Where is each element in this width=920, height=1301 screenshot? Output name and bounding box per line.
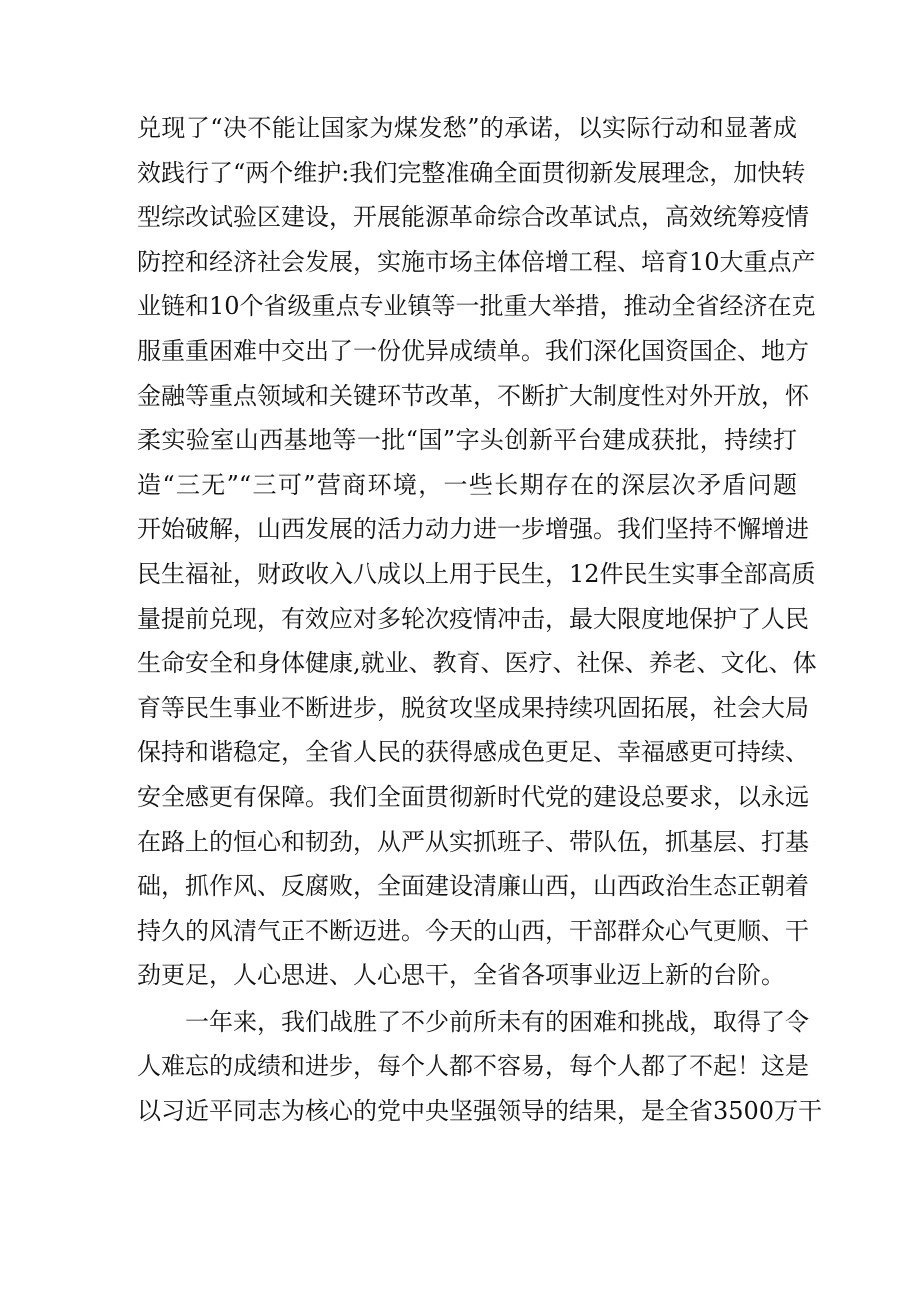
text-line: 金融等重点领域和关键环节改革，不断扩大制度性对外开放，怀	[137, 381, 809, 410]
text-line: 础，抓作风、反腐败，全面建设清廉山西，山西政治生态正朝着	[137, 872, 809, 901]
text-line: 柔实验室山西基地等一批“国”字头创新平台建成获批，持续打	[137, 426, 797, 455]
text-line: 业链和10个省级重点专业镇等一批重大举措，推动全省经济在克	[137, 292, 816, 321]
text-line: 民生福祉，财政收入八成以上用于民生，12件民生实事全部高质	[137, 559, 816, 588]
text-line: 育等民生事业不断进步，脱贫攻坚成果持续巩固拓展，社会大局	[137, 693, 809, 722]
text-line: 造“三无”“三可”营商环境，一些长期存在的深层次矛盾问题	[137, 470, 797, 499]
text-line: 保持和谐稳定，全省人民的获得感成色更足、幸福感更可持续、	[137, 738, 809, 767]
text-line: 型综改试验区建设，开展能源革命综合改革试点，高效统筹疫情	[137, 203, 809, 232]
text-line: 量提前兑现，有效应对多轮次疫情冲击，最大限度地保护了人民	[137, 604, 809, 633]
text-line: 以习近平同志为核心的党中央坚强领导的结果，是全省3500万干	[137, 1097, 823, 1126]
text-line: 持久的风清气正不断迈进。今天的山西，干部群众心气更顺、干	[137, 916, 809, 945]
text-line: 服重重困难中交出了一份优异成绩单。我们深化国资国企、地方	[137, 336, 809, 365]
text-line: 防控和经济社会发展，实施市场主体倍增工程、培育10大重点产	[137, 247, 816, 276]
text-line: 一年来，我们战胜了不少前所未有的困难和挑战，取得了令	[185, 1007, 809, 1036]
body-text	[137, 106, 823, 1134]
text-line: 在路上的恒心和韧劲，从严从实抓班子、带队伍，抓基层、打基	[137, 827, 809, 856]
text-line: 兑现了“决不能让国家为煤发愁”的承诺，以实际行动和显著成	[137, 114, 797, 142]
text-line: 劲更足，人心思进、人心思干，全省各项事业迈上新的台阶。	[137, 961, 785, 990]
text-line: 效践行了“两个维护:我们完整准确全面贯彻新发展理念，加快转	[137, 158, 806, 187]
text-line: 开始破解，山西发展的活力动力进一步增强。我们坚持不懈增进	[137, 515, 809, 544]
text-line: 生命安全和身体健康,就业、教育、医疗、社保、养老、文化、体	[137, 649, 817, 678]
text-line: 人难忘的成绩和进步，每个人都不容易，每个人都了不起！这是	[137, 1052, 809, 1081]
text-line: 安全感更有保障。我们全面贯彻新时代党的建设总要求，以永远	[137, 782, 809, 811]
